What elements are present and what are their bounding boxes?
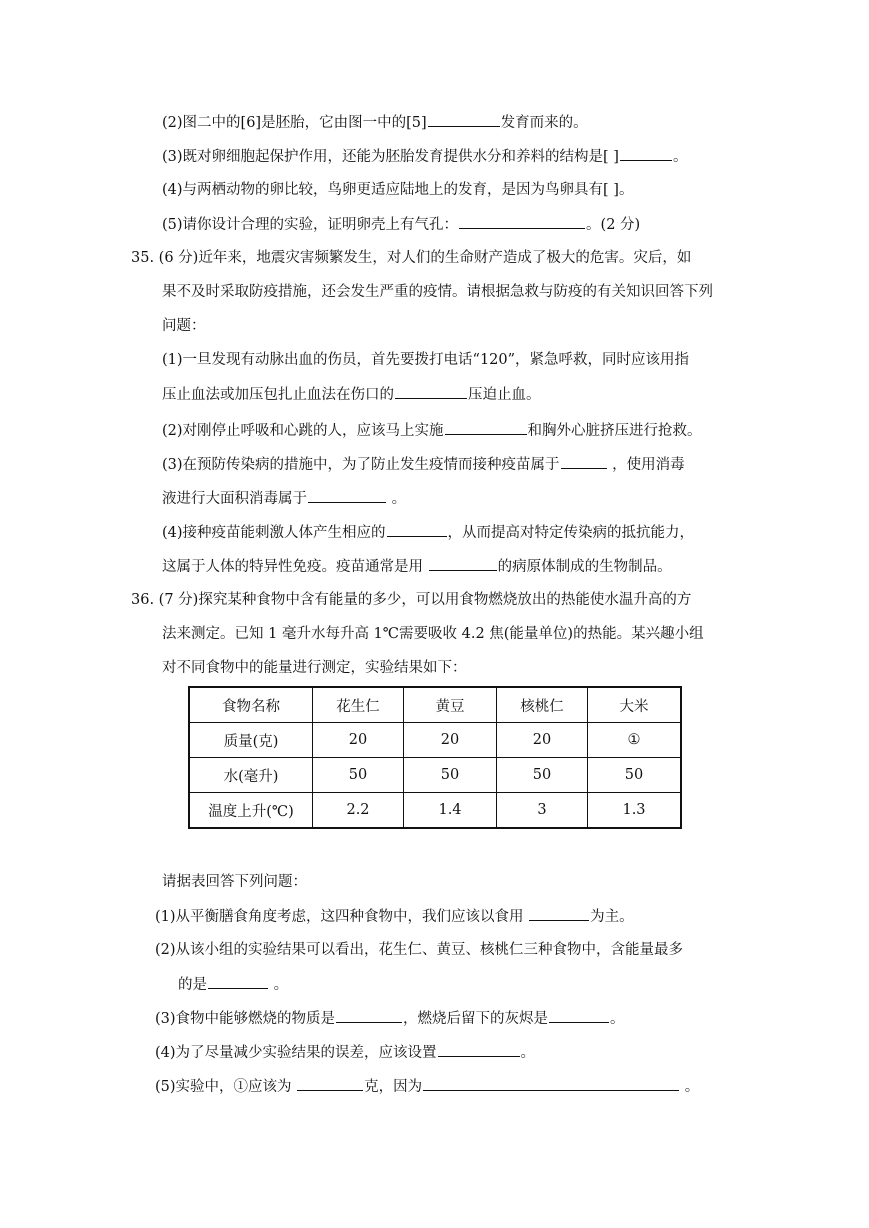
q34-part3: (3)既对卵细胞起保护作用，还能为胚胎发育提供水分和养料的结构是[ ] 。 xyxy=(162,146,687,167)
table-cell: 水(毫升) xyxy=(189,758,313,793)
answer-blank[interactable] xyxy=(208,974,268,989)
table-cell: 50 xyxy=(588,758,682,793)
q34-part2: (2)图二中的[6]是胚胎，它由图一中的[5] 发育而来的。 xyxy=(162,112,588,133)
table-cell: 20 xyxy=(313,723,404,758)
table-header-cell: 黄豆 xyxy=(404,687,497,723)
table-cell: 20 xyxy=(497,723,588,758)
answer-blank[interactable] xyxy=(387,522,447,537)
answer-blank[interactable] xyxy=(529,906,589,921)
table-header-row xyxy=(189,687,681,723)
table-cell: 1.3 xyxy=(588,793,682,829)
answer-blank[interactable] xyxy=(429,556,497,571)
q35-part3-line1: (3)在预防传染病的措施中，为了防止发生疫情而接种疫苗属于 ，使用消毒 xyxy=(162,454,685,475)
table-cell: 2.2 xyxy=(313,793,404,829)
table-cell: 质量(克) xyxy=(189,723,313,758)
q35-part3-line2: 液进行大面积消毒属于 。 xyxy=(162,488,406,509)
table-cell: 3 xyxy=(497,793,588,829)
table-header-cell: 花生仁 xyxy=(313,687,404,723)
q35-stem-line2: 果不及时采取防疫措施，还会发生严重的疫情。请根据急救与防疫的有关知识回答下列 xyxy=(162,284,713,300)
q36-stem-line2: 法来测定。已知 1 毫升水每升高 1℃需要吸收 4.2 焦(能量单位)的热能。某兴趣小组 xyxy=(162,626,704,642)
answer-blank[interactable] xyxy=(549,1008,609,1023)
q36-intro: 请据表回答下列问题： xyxy=(162,874,307,890)
q35-part2: (2)对刚停止呼吸和心跳的人，应该马上实施 和胸外心脏挤压进行抢救。 xyxy=(162,420,702,441)
q36-stem-line3: 对不同食物中的能量进行测定，实验结果如下： xyxy=(162,660,467,676)
answer-blank[interactable] xyxy=(620,146,672,161)
table-cell: 50 xyxy=(313,758,404,793)
table-cell: 温度上升(℃) xyxy=(189,793,313,829)
q35-part4-line1: (4)接种疫苗能刺激人体产生相应的 ，从而提高对特定传染病的抵抗能力， xyxy=(162,522,694,543)
answer-blank[interactable] xyxy=(336,1008,402,1023)
answer-blank[interactable] xyxy=(459,214,585,229)
q35-stem-line1: 35. (6 分)近年来，地震灾害频繁发生，对人们的生命财产造成了极大的危害。灾后，如 xyxy=(131,250,692,266)
q35-part1-line2: 压止血法或加压包扎止血法在伤口的 压迫止血。 xyxy=(162,384,541,405)
table-header-cell: 大米 xyxy=(588,687,682,723)
q36-part2-line1: (2)从该小组的实验结果可以看出，花生仁、黄豆、核桃仁三种食物中，含能量最多 xyxy=(155,942,684,958)
food-energy-table xyxy=(188,686,682,829)
answer-blank[interactable] xyxy=(297,1076,363,1091)
table-header-cell: 食物名称 xyxy=(189,687,313,723)
q36-part3: (3)食物中能够燃烧的物质是 ，燃烧后留下的灰烬是 。 xyxy=(155,1008,625,1029)
table-cell: 50 xyxy=(404,758,497,793)
table-cell: ① xyxy=(588,723,682,758)
q36-stem-line1: 36. (7 分)探究某种食物中含有能量的多少，可以用食物燃烧放出的热能使水温升高的方 xyxy=(131,592,692,608)
answer-blank[interactable] xyxy=(438,1042,520,1057)
table-row xyxy=(189,793,681,829)
answer-blank[interactable] xyxy=(395,384,467,399)
answer-blank[interactable] xyxy=(428,112,500,127)
table-row xyxy=(189,723,681,758)
table-row xyxy=(189,758,681,793)
q36-part4: (4)为了尽量减少实验结果的误差，应该设置 。 xyxy=(155,1042,535,1063)
answer-blank[interactable] xyxy=(561,454,607,469)
answer-blank[interactable] xyxy=(308,488,386,503)
table-cell: 20 xyxy=(404,723,497,758)
q34-part5: (5)请你设计合理的实验，证明卵壳上有气孔： 。(2 分) xyxy=(162,214,640,235)
table-header-cell: 核桃仁 xyxy=(497,687,588,723)
q34-part4: (4)与两栖动物的卵比较，鸟卵更适应陆地上的发育，是因为鸟卵具有[ ]。 xyxy=(162,182,634,198)
q36-part5: (5)实验中，①应该为 克，因为 。 xyxy=(155,1076,699,1097)
q35-part1-line1: (1)一旦发现有动脉出血的伤员，首先要拨打电话“120”，紧急呼救，同时应该用指 xyxy=(162,352,690,368)
q35-stem-line3: 问题： xyxy=(162,318,206,334)
table-cell: 1.4 xyxy=(404,793,497,829)
table-cell: 50 xyxy=(497,758,588,793)
q36-part1: (1)从平衡膳食角度考虑，这四种食物中，我们应该以食用 为主。 xyxy=(155,906,634,927)
q35-part4-line2: 这属于人体的特异性免疫。疫苗通常是用 的病原体制成的生物制品。 xyxy=(162,556,672,577)
answer-blank[interactable] xyxy=(423,1076,679,1091)
answer-blank[interactable] xyxy=(445,420,527,435)
q36-part2-line2: 的是 。 xyxy=(178,974,288,995)
